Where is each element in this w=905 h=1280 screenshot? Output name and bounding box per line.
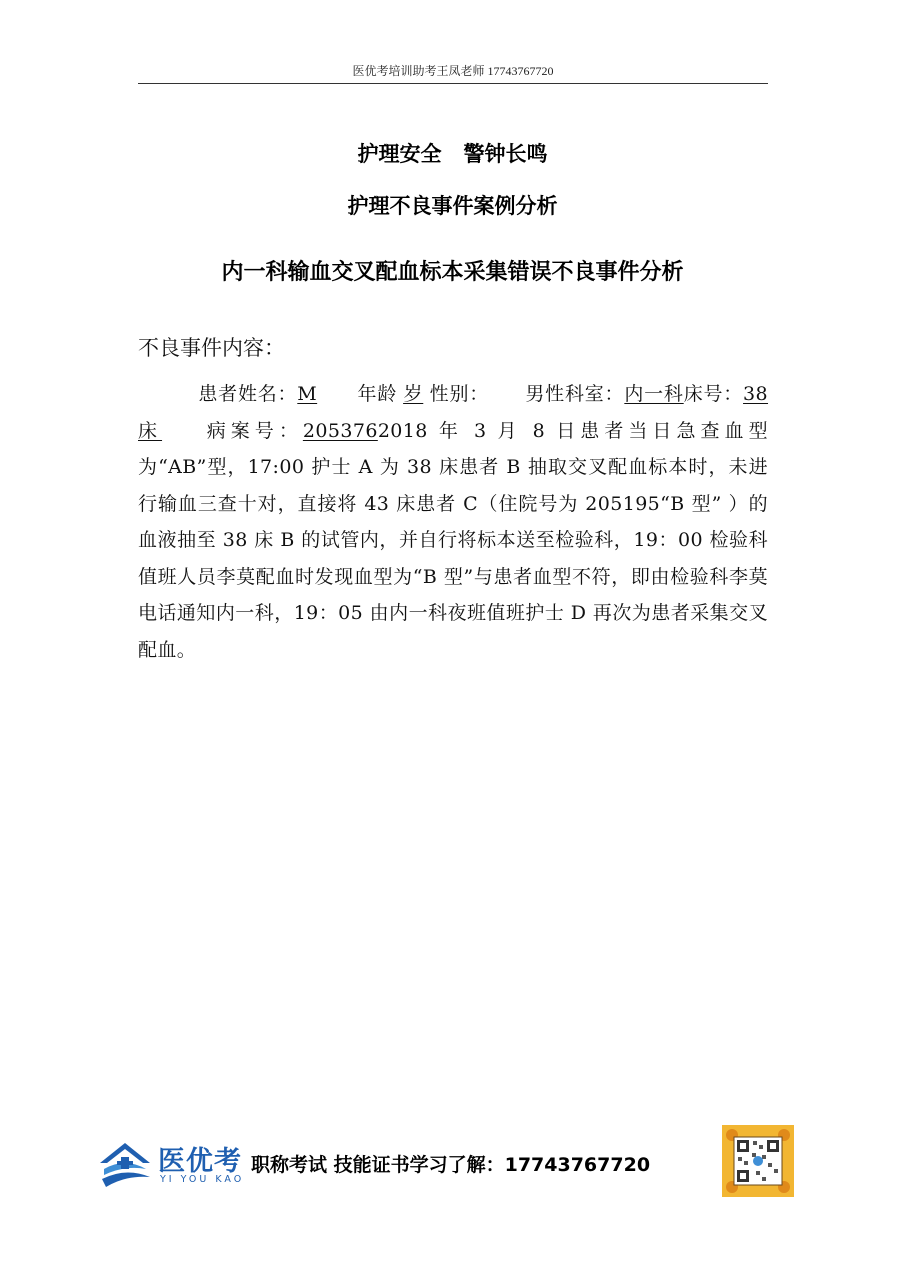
dept-value: 内一科 [624, 383, 684, 405]
title-line-1 [0, 138, 905, 168]
name-label: 患者姓名： [198, 383, 298, 405]
dept-label: 科室： [564, 383, 625, 405]
section-label: 不良事件内容： [138, 336, 285, 360]
incident-narrative: 2018 年 3 月 8 日患者当日急查血型为“AB”型，17:00 护士 A 为 38 床患者 B 抽取交叉配血标本时，未进行输血三查十对，直接将 43 床患者 C（住院号为 205195“B 型” ）的血液抽至 38 床 B 的试管内，并自行将标本送至检验科，19：00 检验科值班人员李莫配血时发现血型为“B 型”与患者血型不符，即由检验科李莫电话通知内一科，19：05 由内一科夜班值班护士 D 再次为患者采集交叉配血。 [138, 419, 768, 661]
bed-value: 38 床 [138, 383, 769, 442]
record-value: 205376 [302, 419, 378, 442]
age-label: 年龄 [357, 383, 398, 405]
incident-body [138, 376, 768, 668]
brand-subtitle: YI YOU KAO [160, 1174, 245, 1185]
footer-slogan: 职称考试 技能证书学习了解：17743767720 [251, 1154, 651, 1176]
title-line-2: 护理不良事件案例分析 [347, 194, 558, 218]
age-value: 岁 [403, 383, 424, 405]
footer-banner [96, 1125, 796, 1197]
qr-code-icon[interactable] [722, 1125, 794, 1197]
gender-value: 男性 [525, 383, 565, 405]
yiyoukao-logo-icon [96, 1139, 154, 1189]
document-title: 内一科输血交叉配血标本采集错误不良事件分析 [221, 260, 684, 285]
brand-name: 医优考 [158, 1146, 242, 1177]
gender-label: 性别： [429, 383, 490, 405]
name-value: M [297, 383, 318, 405]
title-line-1-a: 护理安全 [357, 142, 442, 166]
header-rule [138, 83, 768, 84]
page-header: 医优考培训助考王凤老师 17743767720 [352, 64, 554, 78]
bed-label: 床号： [683, 383, 744, 405]
record-label: 病案号： [202, 419, 303, 442]
title-line-1-b: 警钟长鸣 [463, 142, 548, 166]
